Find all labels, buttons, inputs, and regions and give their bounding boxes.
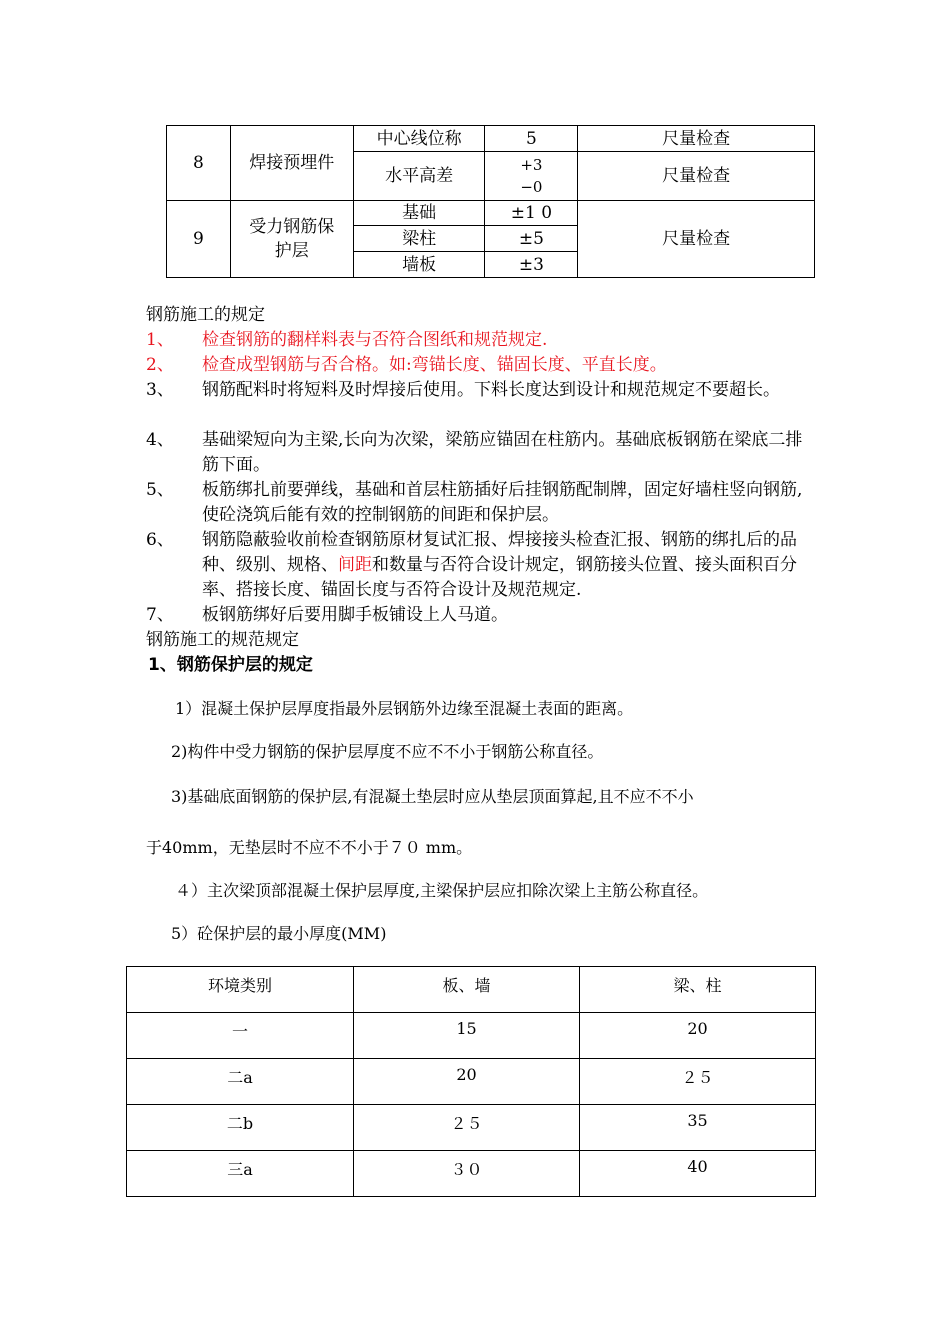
row8-val2b: −0 xyxy=(520,178,543,196)
table-header-row xyxy=(127,967,816,1013)
row8-sub1: 中心线位称 xyxy=(353,126,485,152)
inspection-table xyxy=(166,125,815,278)
list-item xyxy=(146,353,816,378)
cell: 15 xyxy=(354,1013,580,1059)
cell: ３０ xyxy=(354,1151,580,1197)
row8-item: 焊接预埋件 xyxy=(230,126,353,201)
item-number: 5、 xyxy=(146,480,174,500)
row9-item xyxy=(230,201,353,278)
table-row xyxy=(167,126,815,152)
cell: 35 xyxy=(580,1105,816,1151)
item-text: 基础梁短向为主梁,长向为次梁，梁筋应锚固在柱筋内。基础底板钢筋在梁底二排筋下面。 xyxy=(202,430,803,475)
list-item xyxy=(146,378,816,403)
list-item xyxy=(146,603,816,628)
table-row xyxy=(127,1059,816,1105)
table-row xyxy=(127,1105,816,1151)
cell: 一 xyxy=(127,1013,354,1059)
item-number: 1、 xyxy=(146,330,174,350)
row8-val1: 5 xyxy=(485,126,578,152)
item-number: 7、 xyxy=(146,605,174,625)
paragraph-3b: 于40mm，无垫层时不应不不小于７０ mm。 xyxy=(146,838,473,857)
row9-method: 尺量检查 xyxy=(578,201,815,278)
header-env-class: 环境类别 xyxy=(127,967,354,1013)
item-text: 板筋绑扎前要弹线，基础和首层柱筋插好后挂钢筋配制牌，固定好墙柱竖向钢筋,使砼浇筑后能有效的控制钢筋的间距和保护层。 xyxy=(202,480,803,525)
cell: 三a xyxy=(127,1151,354,1197)
row9-sub1: 基础 xyxy=(353,201,485,226)
paragraph-2: 2)构件中受力钢筋的保护层厚度不应不不小于钢筋公称直径。 xyxy=(171,742,604,761)
cell: 20 xyxy=(354,1059,580,1105)
header-slab-wall: 板、墙 xyxy=(354,967,580,1013)
row9-item-line1: 受力钢筋保 xyxy=(249,217,335,237)
row9-number: 9 xyxy=(167,201,231,278)
header-beam-column: 梁、柱 xyxy=(580,967,816,1013)
paragraph-4: ４）主次梁顶部混凝土保护层厚度,主梁保护层应扣除次梁上主筋公称直径。 xyxy=(175,881,709,900)
section2-title: 钢筋施工的规范规定 xyxy=(146,630,299,650)
cell: 二a xyxy=(127,1059,354,1105)
row8-number: 8 xyxy=(167,126,231,201)
paragraph-3a: 3)基础底面钢筋的保护层,有混凝土垫层时应从垫层顶面算起,且不应不不小 xyxy=(171,787,694,806)
item-text-highlight: 间距 xyxy=(338,555,372,575)
row8-val2a: +3 xyxy=(520,156,543,174)
list-item xyxy=(146,478,816,528)
table-row xyxy=(167,201,815,226)
list-item xyxy=(146,528,816,603)
table-row xyxy=(127,1013,816,1059)
item-number: 3、 xyxy=(146,380,174,400)
item-number: 6、 xyxy=(146,530,174,550)
row8-method2: 尺量检查 xyxy=(578,152,815,201)
row9-item-line2: 护层 xyxy=(274,241,309,261)
item-text xyxy=(202,528,816,603)
table-row xyxy=(127,1151,816,1197)
row9-val3: ±3 xyxy=(485,252,578,278)
item-text: 钢筋配料时将短料及时焊接后使用。下料长度达到设计和规范规定不要超长。 xyxy=(202,380,780,400)
row8-sub2: 水平高差 xyxy=(353,152,485,201)
cell: ２５ xyxy=(354,1105,580,1151)
item-number: 2、 xyxy=(146,355,174,375)
cell: ２５ xyxy=(580,1059,816,1105)
row9-sub2: 梁柱 xyxy=(353,226,485,252)
section2-subtitle: 1、钢筋保护层的规定 xyxy=(148,655,313,675)
item-text: 检查成型钢筋与否合格。如:弯锚长度、锚固长度、平直长度。 xyxy=(202,355,667,375)
row9-val1: ±1 0 xyxy=(485,201,578,226)
row9-val2: ±5 xyxy=(485,226,578,252)
item-text-a: 钢筋隐蔽验收前检查钢筋原材复试汇报、焊接接头检查汇报、钢筋的绑扎后的品种、级别、规格、 xyxy=(202,530,797,575)
item-number: 4、 xyxy=(146,430,174,450)
paragraph-1: 1）混凝土保护层厚度指最外层钢筋外边缘至混凝土表面的距离。 xyxy=(175,699,634,718)
cell: 20 xyxy=(580,1013,816,1059)
cell: 40 xyxy=(580,1151,816,1197)
cover-thickness-table xyxy=(126,966,816,1197)
paragraph-5: 5）砼保护层的最小厚度(MM) xyxy=(171,924,387,943)
item-text: 板钢筋绑好后要用脚手板铺设上人马道。 xyxy=(202,605,508,625)
row8-method1: 尺量检查 xyxy=(578,126,815,152)
row8-val2 xyxy=(485,152,578,201)
cell: 二b xyxy=(127,1105,354,1151)
item-text: 检查钢筋的翻样料表与否符合图纸和规范规定. xyxy=(202,330,548,350)
section1-title: 钢筋施工的规定 xyxy=(146,305,265,325)
list-item xyxy=(146,428,816,478)
list-item xyxy=(146,328,816,353)
item-text-b: 和数量与否符合设计规定，钢筋接头位置、接头面积百分率、搭接长度、锚固长度与否符合设计及规范规定. xyxy=(202,555,797,600)
row9-sub3: 墙板 xyxy=(353,252,485,278)
